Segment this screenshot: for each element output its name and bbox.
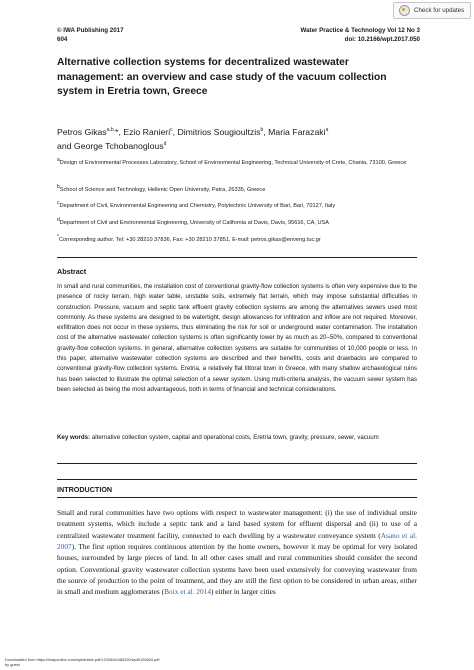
corresponding-author — [57, 233, 427, 244]
abstract-top-rule — [57, 257, 417, 258]
journal-header — [300, 27, 420, 44]
affiliation-d — [57, 216, 427, 227]
author-name: , Maria Farazaki — [263, 126, 326, 137]
affiliation-mark: * — [57, 234, 59, 240]
keywords-text: alternative collection system, capital and operational costs, Eretria town, gravity, pressure, sewer, vacuum — [91, 434, 379, 441]
doi-line: doi: 10.2166/wpt.2017.050 — [344, 35, 420, 43]
corresponding-mark: * — [115, 126, 119, 137]
affiliation-text: Department of Civil and Environmental Engineering, University of California at Davis, Davis, 95616, CA, USA — [59, 219, 330, 226]
affiliation-text: Department of Civil, Environmental Engineering and Chemistry, Polytechnic University of Bari, Bari, 70127, Italy — [59, 202, 336, 209]
abstract-body: In small and rural communities, the installation cost of conventional gravity-flow collection systems is often very expensive due to the presence of rocky terrain, high water table, unstable soils, extremely flat terrain, which may impose substantial difficulties in construction. Pressure, vacuum and septic tank effluent gravity collection systems are among the alternatives sewers used most commonly. As these systems are designed to be watertight, design allowances for infiltration and inflow are not required. Moreover, exfiltration does not occur in these systems, thus eliminating the risk for soil or underground water contamination. The installation cost of the alternative wastewater collection systems is often significantly lower by as much as 20–50%, compared to conventional gravity-flow collection systems. In general, alternative collection systems are suitable for communities of 10,000 people or less. In this paper, alternative wastewater collection systems are described and their benefits, costs and drawbacks are compared to conventional gravity-flow collection systems. Eretria, a relatively flat littoral town in Greece, with many shallow archaeological ruins has been selected to illustrate the optimal selection of a sewer system. Using multi-criteria analysis, the vacuum sewer system has been selected as being the most advantageous, both in terms of financial and technical considerations. — [57, 283, 417, 393]
author-name: , Dimitrios Sougioultzis — [172, 126, 261, 137]
journal-line: Water Practice & Technology Vol 12 No 3 — [300, 27, 420, 34]
author-name: Petros Gikas — [57, 126, 107, 137]
abstract-heading: Abstract — [57, 267, 87, 276]
author-affil-mark: a — [325, 127, 329, 133]
intro-heading: INTRODUCTION — [57, 485, 113, 494]
author-affil-mark: d — [163, 141, 167, 148]
check-for-updates-label: Check for updates — [414, 7, 465, 14]
intro-paragraph — [57, 507, 417, 598]
author-name: and George Tchobanoglous — [57, 141, 164, 152]
abstract-bottom-rule — [57, 463, 417, 464]
copyright-line: © IWA Publishing 2017 — [57, 27, 124, 34]
author-affil-mark: a,b, — [106, 127, 116, 133]
affiliation-b — [57, 183, 427, 194]
citation-link[interactable]: Boix et al. 2014 — [164, 587, 211, 597]
keywords — [57, 433, 417, 443]
affiliation-c — [57, 199, 427, 210]
intro-text: ) either in larger cities — [211, 587, 276, 597]
affiliation-a — [57, 156, 427, 167]
citation-link[interactable]: Asano et al. 2007 — [57, 530, 417, 552]
author-affil-mark: b — [260, 127, 264, 133]
download-footer — [5, 657, 159, 667]
affiliation-text: School of Science and Technology, Hellenic Open University, Patra, 26335, Greece — [59, 186, 266, 193]
intro-text: Small and rural communities have two options with respect to wastewater management: (i) the use of individual onsite treatment systems, which include a septic tank and a land based system for effluent dispersal and (ii) to use of a centralized wastewater treatment facility, connected to each dwelling by a wastewater conveyance system ( — [57, 508, 417, 540]
affiliation-mark: a — [57, 157, 60, 163]
paper-title: Alternative collection systems for decentralized wastewater management: an overview and case study of the vacuum collection system in Eretria town, Greece — [57, 57, 387, 97]
affiliation-text: Corresponding author. Tel: +30 28210 37836, Fax: +30 28210 37851, E-mail: petros.gikas@enveng.tuc.gr — [58, 236, 321, 243]
download-url: Downloaded from https://iwaponline.com/wpt/article-pdf/12/3/604/480320/wpt0120604.pdf — [5, 657, 160, 662]
author-name: , Ezio Ranieri — [118, 126, 171, 137]
crossmark-icon — [399, 5, 410, 16]
intro-heading-rule — [57, 497, 417, 498]
affiliation-mark: b — [57, 184, 60, 190]
author-list — [57, 124, 427, 153]
intro-text: ). The first option requires continuous attention by the home owners, however it may be optimal for very isolated houses, surrounded by large pieces of land. In all other cases small and rural communities should consider the second option. Conventional gravity wastewater collection systems have been used extensively for conveying wastewater from the source of production to the point of treatment, and they are still the first option to be considered in urban areas, either in small and medium agglomerates ( — [57, 542, 417, 597]
affiliation-text: Design of Environmental Processes Laboratory, School of Environmental Engineering, Technical University of Crete, Chania, 73100, Greece — [59, 159, 407, 166]
affiliation-mark: d — [57, 217, 60, 223]
page-number: 604 — [57, 35, 68, 43]
author-affil-mark: c — [170, 127, 173, 133]
intro-top-rule — [57, 479, 417, 480]
affiliation-mark: c — [57, 200, 60, 206]
download-by: by guest — [5, 662, 20, 667]
keywords-label: Key words: — [57, 434, 91, 441]
publisher-header — [57, 27, 124, 44]
check-for-updates-button[interactable] — [393, 2, 471, 19]
